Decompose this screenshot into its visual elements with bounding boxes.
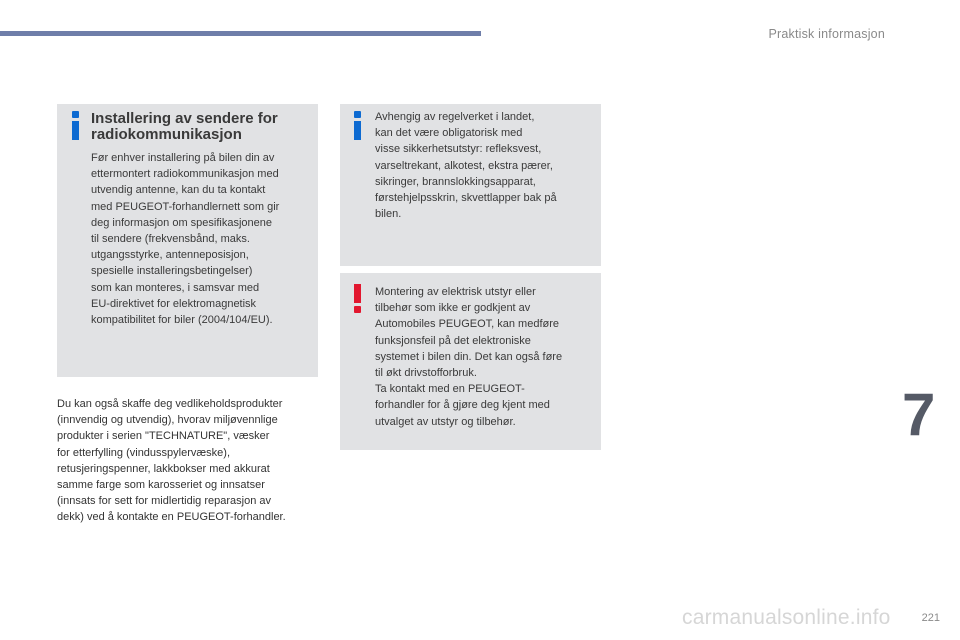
- chapter-number: 7: [902, 381, 936, 448]
- page-number: 221: [921, 612, 940, 624]
- section-title: Praktisk informasjon: [768, 27, 885, 41]
- info-box-equipment-text: Avhengig av regelverket i landet, kan det være obligatorisk med visse sikkerhetsutstyr: refleksvest, varseltrekant, alkotest, ekstra pærer, sikringer, brannslokkingsapparat, førstehjelpsskrin, skvettlapper bak på bilen.: [375, 111, 557, 221]
- info-box-title: Installering av sendere for radiokommunikasjon: [91, 110, 278, 143]
- exclamation-icon: [352, 284, 364, 314]
- info-box-text: Før enhver installering på bilen din av ettermontert radiokommunikasjon med utvendig antenne, kan du ta kontakt med PEUGEOT-forhandlernett som gir deg informasjon om spesifikasjonene til sendere (frekvensbånd, maks. utgangsstyrke, antenneposisjon, spesielle installeringsbetingelser) som kan monteres, i samsvar med EU-direktivet for elektromagnetisk kompatibilitet for biler (2004/104/EU).: [91, 152, 280, 327]
- watermark: carmanualsonline.info: [682, 606, 891, 629]
- info-icon: [70, 111, 82, 141]
- warning-box-text: Montering av elektrisk utstyr eller tilbehør som ikke er godkjent av Automobiles PEUGEOT, kan medføre funksjonsfeil på det elektroniske systemet i bilen din. Det kan også føre til økt drivstofforbruk. Ta kontakt med en PEUGEOT- forhandler for å gjøre deg kjent med utvalget av utstyr og tilbehør.: [375, 286, 563, 428]
- header-accent-bar: [0, 31, 481, 36]
- info-icon: [352, 111, 364, 141]
- body-paragraph: Du kan også skaffe deg vedlikeholdsprodukter (innvendig og utvendig), hvorav miljøvennlige produkter i serien "TECHNATURE", væsker for etterfylling (vindusspylervæske), retusjeringspenner, lakkbokser med akkurat samme farge som karosseriet og innsatser (innsats for sett for midlertidig reparasjon av dekk) ved å kontakte en PEUGEOT-forhandler.: [57, 398, 286, 524]
